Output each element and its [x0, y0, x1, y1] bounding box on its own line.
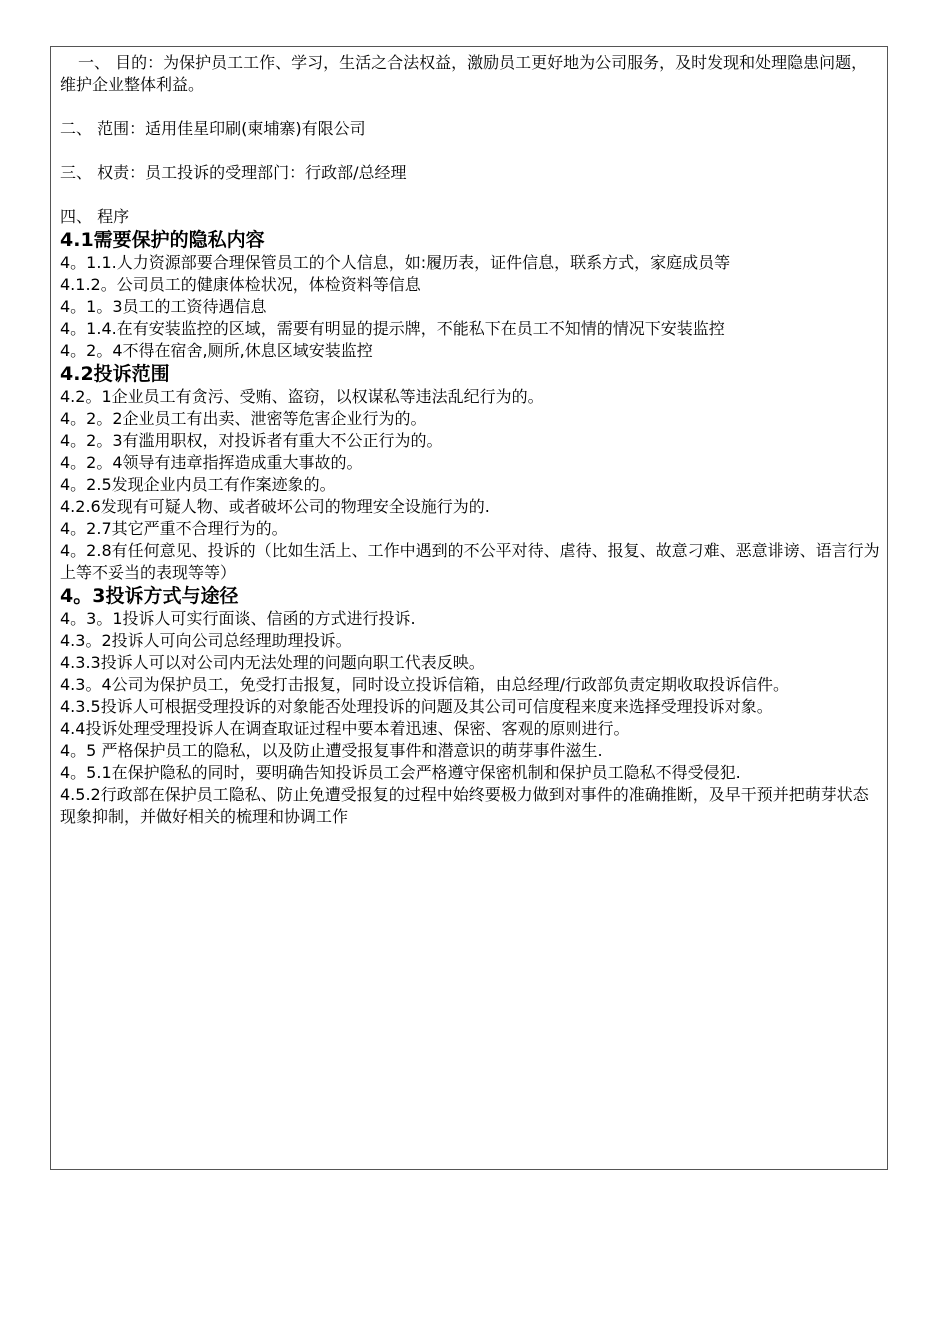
complaint-method-item: 4。3。1投诉人可实行面谈、信函的方式进行投诉.	[60, 609, 416, 628]
complaint-method-item: 4.3.3投诉人可以对公司内无法处理的问题向职工代表反映。	[60, 653, 485, 672]
complaint-scope-item: 4。2。3有滥用职权，对投诉者有重大不公正行为的。	[60, 431, 443, 450]
complaint-scope-item: 4。2。4领导有违章指挥造成重大事故的。	[60, 453, 363, 472]
privacy-heading: 4.1需要保护的隐私内容	[60, 229, 265, 251]
complaint-method-item: 4。5 严格保护员工的隐私，以及防止遭受报复事件和潜意识的萌芽事件滋生.	[60, 741, 603, 760]
scope-paragraph: 二、 范围：适用佳星印刷(柬埔寨)有限公司	[60, 119, 366, 138]
complaint-scope-item: 4。2。2企业员工有出卖、泄密等危害企业行为的。	[60, 409, 427, 428]
complaint-method-item: 4.3.5投诉人可根据受理投诉的对象能否处理投诉的问题及其公司可信度程来度来选择受理投诉对象。	[60, 697, 773, 716]
purpose-paragraph: 一、 目的：为保护员工工作、学习，生活之合法权益，激励员工更好地为公司服务，及时发现和处理隐患问题，维护企业整体利益。	[60, 53, 868, 94]
spacer	[60, 96, 882, 118]
complaint-method-item: 4.3。2投诉人可向公司总经理助理投诉。	[60, 631, 352, 650]
privacy-item: 4.1.2。公司员工的健康体检状况，体检资料等信息	[60, 275, 421, 294]
complaint-scope-heading: 4.2投诉范围	[60, 363, 170, 385]
complaint-method-item: 4.4投诉处理受理投诉人在调查取证过程中要本着迅速、保密、客观的原则进行。	[60, 719, 630, 738]
procedure-heading: 四、 程序	[60, 207, 130, 226]
privacy-item: 4。1。3员工的工资待遇信息	[60, 297, 267, 316]
spacer	[60, 140, 882, 162]
privacy-item: 4。1.1.人力资源部要合理保管员工的个人信息，如:履历表，证件信息，联系方式，家庭成员等	[60, 253, 731, 272]
spacer	[60, 184, 882, 206]
document-body	[60, 52, 882, 828]
complaint-method-item: 4.3。4公司为保护员工，免受打击报复，同时设立投诉信箱，由总经理/行政部负责定期收取投诉信件。	[60, 675, 790, 694]
complaint-scope-item: 4.2。1企业员工有贪污、受贿、盗窃，以权谋私等违法乱纪行为的。	[60, 387, 544, 406]
complaint-scope-item: 4。2.8有任何意见、投诉的（比如生活上、工作中遇到的不公平对待、虐待、报复、故意刁难、恶意诽谤、语言行为上等不妥当的表现等等）	[60, 541, 880, 582]
complaint-scope-item: 4.2.6发现有可疑人物、或者破坏公司的物理安全设施行为的.	[60, 497, 490, 516]
complaint-method-item: 4.5.2行政部在保护员工隐私、防止免遭受报复的过程中始终要极力做到对事件的准确推断，及早干预并把萌芽状态现象抑制，并做好相关的梳理和协调工作	[60, 785, 869, 826]
complaint-scope-item: 4。2.5发现企业内员工有作案迹象的。	[60, 475, 336, 494]
responsibility-paragraph: 三、 权责：员工投诉的受理部门：行政部/总经理	[60, 163, 407, 182]
privacy-item: 4。1.4.在有安装监控的区域，需要有明显的提示牌，不能私下在员工不知情的情况下安装监控	[60, 319, 725, 338]
complaint-method-item: 4。5.1在保护隐私的同时，要明确告知投诉员工会严格遵守保密机制和保护员工隐私不得受侵犯.	[60, 763, 741, 782]
complaint-methods-heading: 4。3投诉方式与途径	[60, 585, 239, 607]
privacy-item: 4。2。4不得在宿舍,厕所,休息区域安装监控	[60, 341, 373, 360]
complaint-scope-item: 4。2.7其它严重不合理行为的。	[60, 519, 288, 538]
